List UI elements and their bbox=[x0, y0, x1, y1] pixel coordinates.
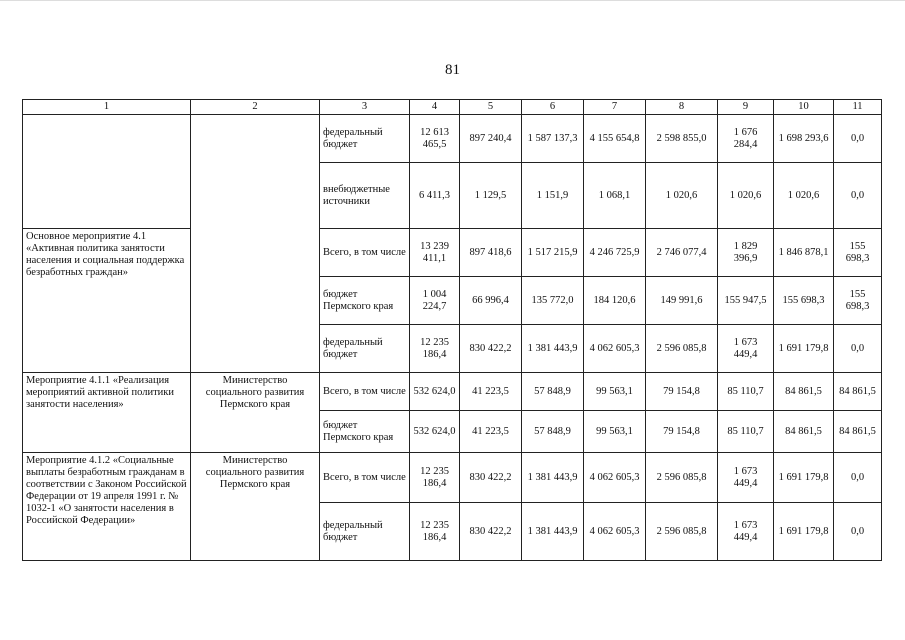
value-cell: 84 861,5 bbox=[774, 411, 834, 453]
value-cell: 66 996,4 bbox=[460, 277, 522, 325]
value-cell: 1 020,6 bbox=[646, 163, 718, 229]
value-cell: 1 698 293,6 bbox=[774, 115, 834, 163]
value-cell: 1 691 179,8 bbox=[774, 453, 834, 503]
col-header: 6 bbox=[522, 100, 584, 115]
value-cell: 1 673 449,4 bbox=[718, 453, 774, 503]
source-cell: внебюджетные источники bbox=[320, 163, 410, 229]
table-row bbox=[23, 229, 882, 277]
value-cell: 2 596 085,8 bbox=[646, 325, 718, 373]
value-cell: 897 418,6 bbox=[460, 229, 522, 277]
event-411-name: Мероприятие 4.1.1 «Реализация мероприятий активной политики занятости населения» bbox=[23, 373, 191, 453]
col-header: 10 bbox=[774, 100, 834, 115]
value-cell: 0,0 bbox=[834, 503, 882, 561]
col-header: 7 bbox=[584, 100, 646, 115]
value-cell: 2 596 085,8 bbox=[646, 453, 718, 503]
source-cell: бюджет Пермского края bbox=[320, 411, 410, 453]
value-cell: 1 587 137,3 bbox=[522, 115, 584, 163]
table-row bbox=[23, 373, 882, 411]
value-cell: 84 861,5 bbox=[774, 373, 834, 411]
source-cell: федеральный бюджет bbox=[320, 503, 410, 561]
budget-table bbox=[22, 99, 882, 561]
value-cell: 84 861,5 bbox=[834, 373, 882, 411]
value-cell: 1 151,9 bbox=[522, 163, 584, 229]
table-row bbox=[23, 115, 882, 163]
source-cell: бюджет Пермского края bbox=[320, 277, 410, 325]
scan-edge bbox=[0, 0, 905, 3]
value-cell: 2 596 085,8 bbox=[646, 503, 718, 561]
value-cell: 830 422,2 bbox=[460, 453, 522, 503]
event-411-executor: Министерство социального развития Пермского края bbox=[191, 373, 320, 453]
value-cell: 1 673 449,4 bbox=[718, 325, 774, 373]
value-cell: 135 772,0 bbox=[522, 277, 584, 325]
value-cell: 2 598 855,0 bbox=[646, 115, 718, 163]
value-cell: 57 848,9 bbox=[522, 373, 584, 411]
value-cell: 1 020,6 bbox=[718, 163, 774, 229]
col-header: 11 bbox=[834, 100, 882, 115]
value-cell: 79 154,8 bbox=[646, 373, 718, 411]
value-cell: 41 223,5 bbox=[460, 373, 522, 411]
value-cell: 184 120,6 bbox=[584, 277, 646, 325]
main-event-name: Основное мероприятие 4.1 «Активная политика занятости населения и социальная поддержка безработных граждан» bbox=[23, 229, 191, 373]
value-cell: 0,0 bbox=[834, 115, 882, 163]
value-cell: 13 239 411,1 bbox=[410, 229, 460, 277]
event-412-name: Мероприятие 4.1.2 «Социальные выплаты безработным гражданам в соответствии с Законом Российской Федерации от 19 апреля 1991 г. № 1032-1 «О занятости населения в Российской Федерации» bbox=[23, 453, 191, 561]
value-cell: 99 563,1 bbox=[584, 411, 646, 453]
value-cell: 155 698,3 bbox=[774, 277, 834, 325]
value-cell: 41 223,5 bbox=[460, 411, 522, 453]
value-cell: 2 746 077,4 bbox=[646, 229, 718, 277]
source-cell: Всего, в том числе bbox=[320, 229, 410, 277]
value-cell: 532 624,0 bbox=[410, 373, 460, 411]
col-header: 9 bbox=[718, 100, 774, 115]
value-cell: 830 422,2 bbox=[460, 325, 522, 373]
name-cell-continued bbox=[23, 115, 191, 229]
col-header: 1 bbox=[23, 100, 191, 115]
header-row bbox=[23, 100, 882, 115]
value-cell: 84 861,5 bbox=[834, 411, 882, 453]
value-cell: 1 004 224,7 bbox=[410, 277, 460, 325]
value-cell: 1 846 878,1 bbox=[774, 229, 834, 277]
value-cell: 155 698,3 bbox=[834, 229, 882, 277]
value-cell: 0,0 bbox=[834, 163, 882, 229]
value-cell: 830 422,2 bbox=[460, 503, 522, 561]
event-412-executor: Министерство социального развития Пермского края bbox=[191, 453, 320, 561]
source-cell: федеральный бюджет bbox=[320, 325, 410, 373]
source-cell: Всего, в том числе bbox=[320, 373, 410, 411]
value-cell: 4 246 725,9 bbox=[584, 229, 646, 277]
value-cell: 1 691 179,8 bbox=[774, 325, 834, 373]
value-cell: 0,0 bbox=[834, 453, 882, 503]
value-cell: 0,0 bbox=[834, 325, 882, 373]
value-cell: 155 698,3 bbox=[834, 277, 882, 325]
source-cell: Всего, в том числе bbox=[320, 453, 410, 503]
source-cell: федеральный бюджет bbox=[320, 115, 410, 163]
value-cell: 4 155 654,8 bbox=[584, 115, 646, 163]
value-cell: 4 062 605,3 bbox=[584, 453, 646, 503]
value-cell: 1 517 215,9 bbox=[522, 229, 584, 277]
value-cell: 1 381 443,9 bbox=[522, 453, 584, 503]
table-row bbox=[23, 453, 882, 503]
value-cell: 79 154,8 bbox=[646, 411, 718, 453]
value-cell: 12 235 186,4 bbox=[410, 503, 460, 561]
value-cell: 1 381 443,9 bbox=[522, 325, 584, 373]
executor-cell-empty bbox=[191, 115, 320, 373]
value-cell: 1 673 449,4 bbox=[718, 503, 774, 561]
value-cell: 1 381 443,9 bbox=[522, 503, 584, 561]
col-header: 4 bbox=[410, 100, 460, 115]
value-cell: 1 129,5 bbox=[460, 163, 522, 229]
col-header: 8 bbox=[646, 100, 718, 115]
page-number: 81 bbox=[445, 62, 460, 78]
value-cell: 532 624,0 bbox=[410, 411, 460, 453]
value-cell: 1 676 284,4 bbox=[718, 115, 774, 163]
value-cell: 149 991,6 bbox=[646, 277, 718, 325]
value-cell: 1 691 179,8 bbox=[774, 503, 834, 561]
col-header: 5 bbox=[460, 100, 522, 115]
value-cell: 897 240,4 bbox=[460, 115, 522, 163]
col-header: 2 bbox=[191, 100, 320, 115]
value-cell: 85 110,7 bbox=[718, 411, 774, 453]
value-cell: 6 411,3 bbox=[410, 163, 460, 229]
value-cell: 85 110,7 bbox=[718, 373, 774, 411]
value-cell: 4 062 605,3 bbox=[584, 503, 646, 561]
value-cell: 12 613 465,5 bbox=[410, 115, 460, 163]
value-cell: 12 235 186,4 bbox=[410, 453, 460, 503]
value-cell: 1 829 396,9 bbox=[718, 229, 774, 277]
value-cell: 4 062 605,3 bbox=[584, 325, 646, 373]
value-cell: 1 068,1 bbox=[584, 163, 646, 229]
value-cell: 12 235 186,4 bbox=[410, 325, 460, 373]
col-header: 3 bbox=[320, 100, 410, 115]
value-cell: 57 848,9 bbox=[522, 411, 584, 453]
value-cell: 1 020,6 bbox=[774, 163, 834, 229]
value-cell: 99 563,1 bbox=[584, 373, 646, 411]
value-cell: 155 947,5 bbox=[718, 277, 774, 325]
